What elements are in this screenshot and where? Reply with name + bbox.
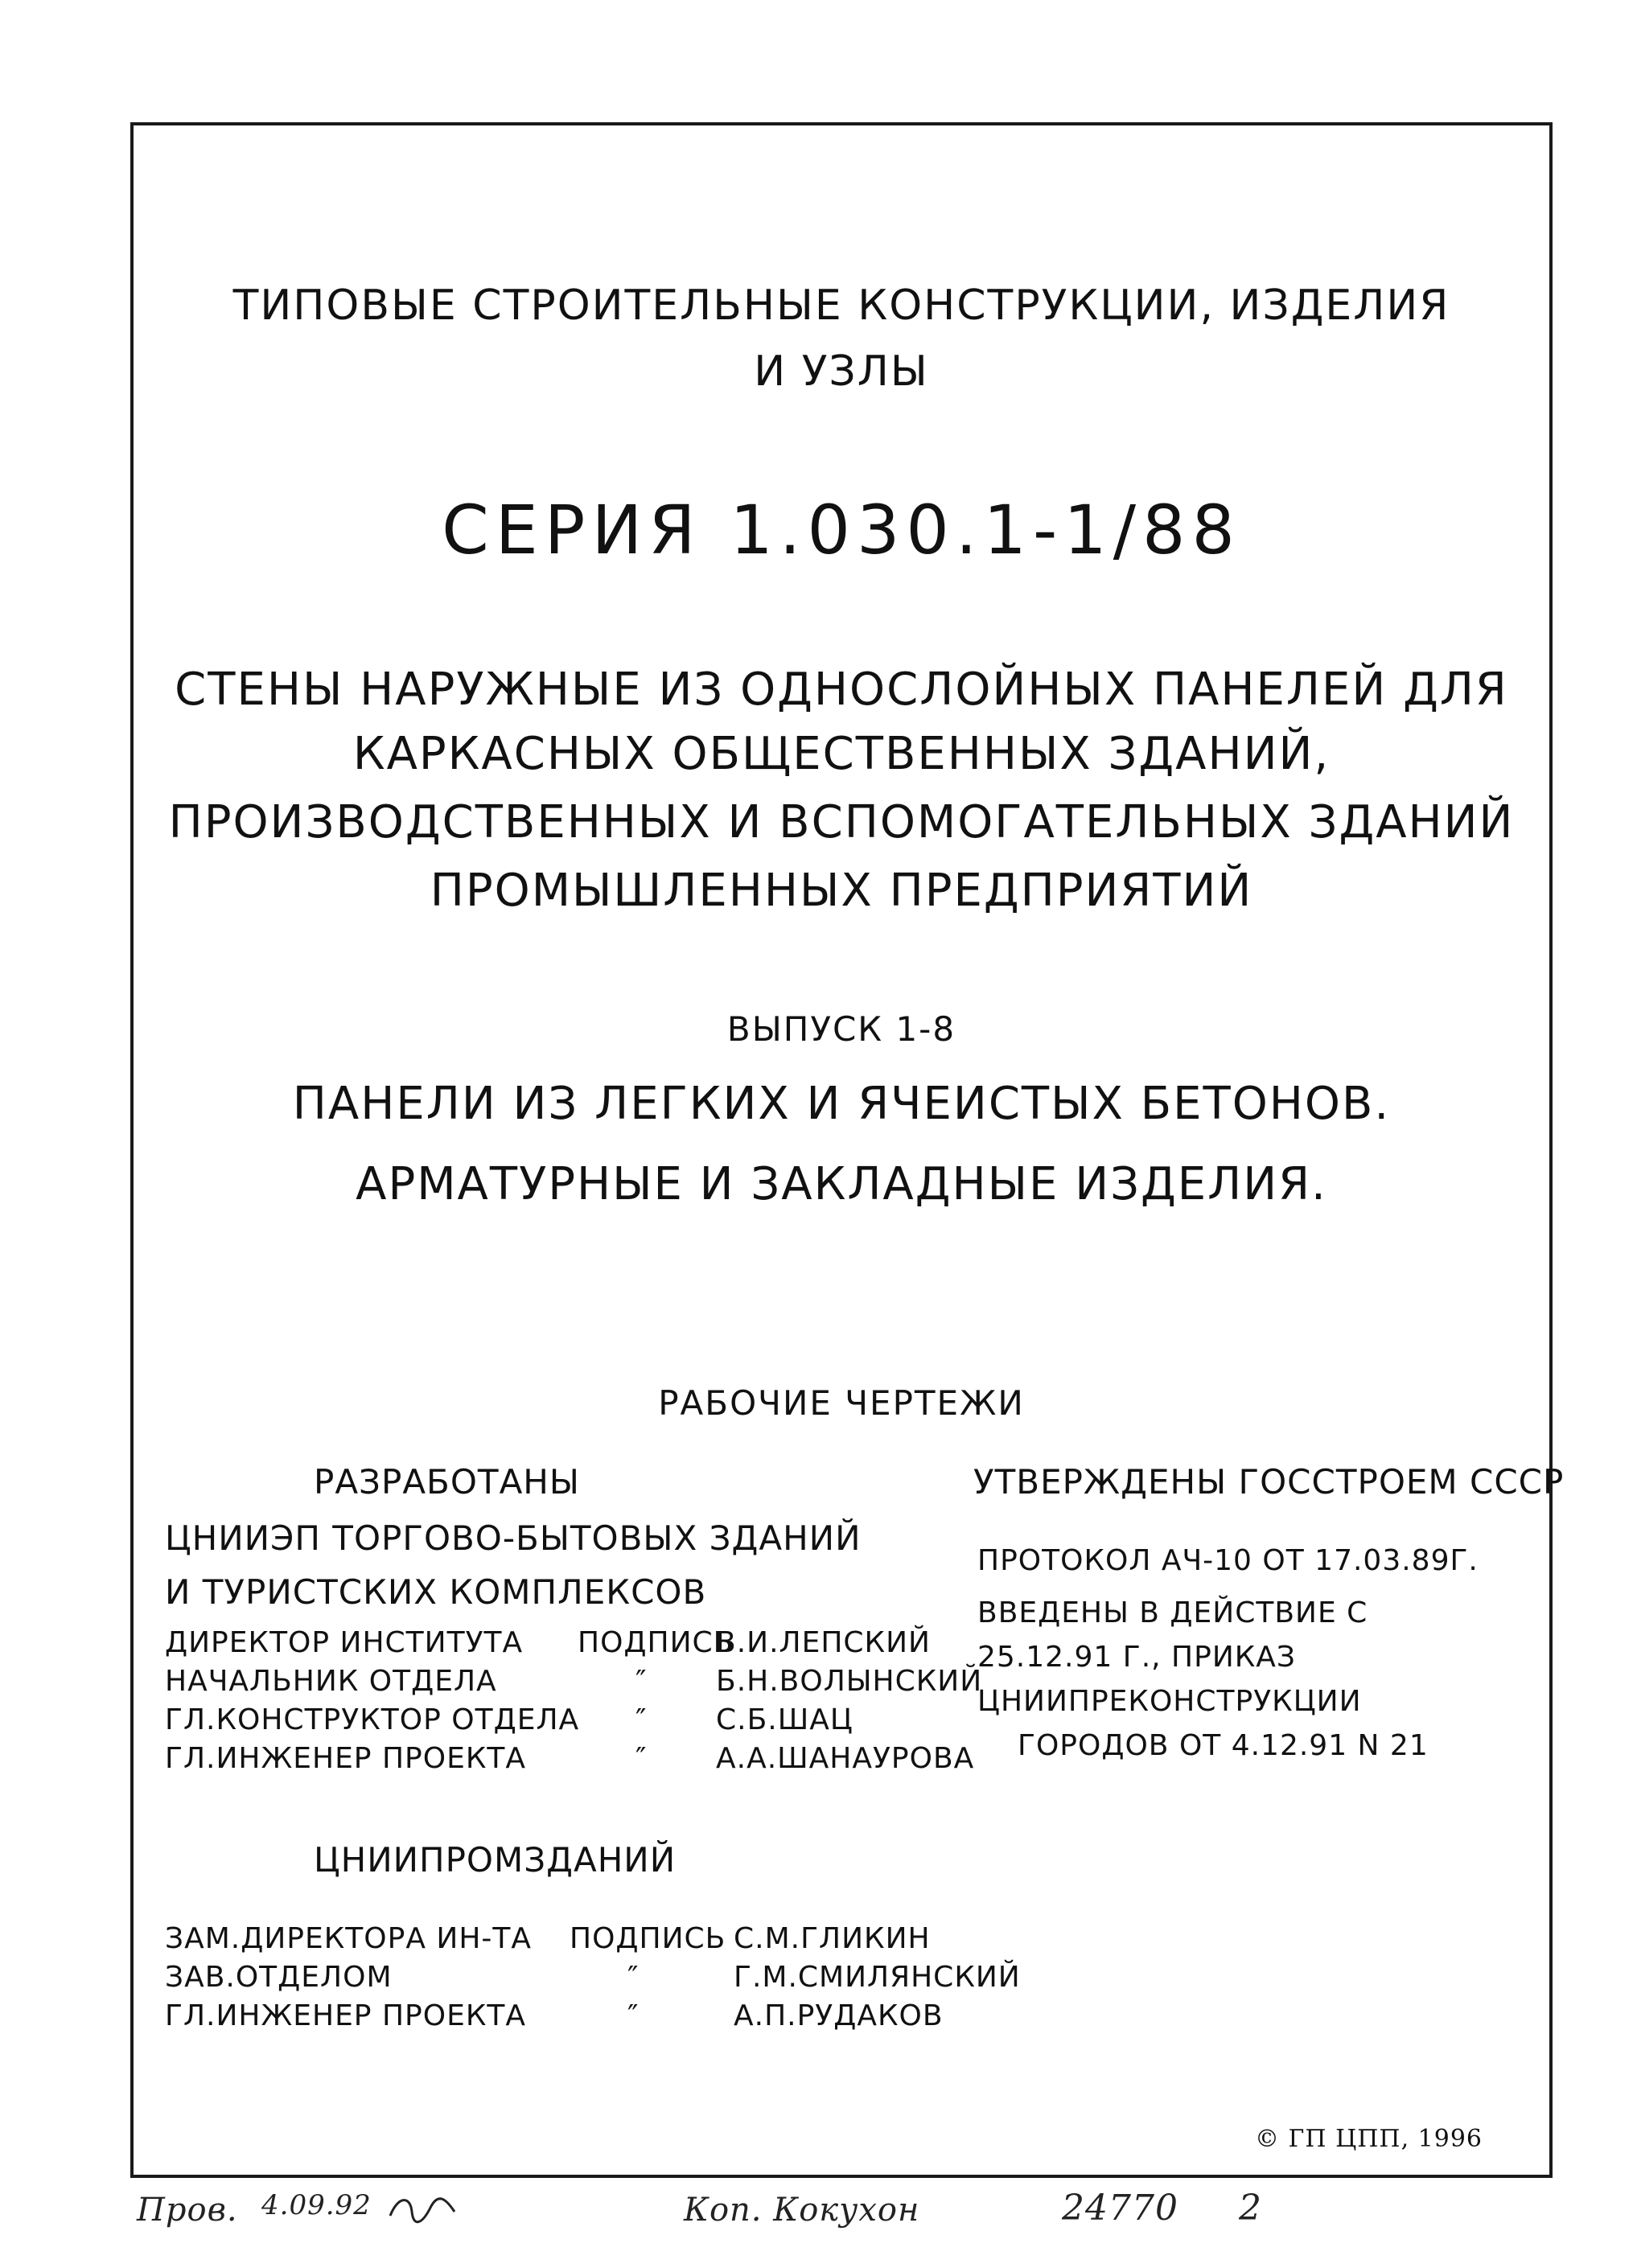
copyright-notice: © ГП ЦПП, 1996 (1255, 2125, 1483, 2153)
developed-sign-2: ″ (635, 1665, 648, 1698)
developed-sign-1: ПОДПИСЬ (578, 1626, 734, 1659)
approved-protocol: ПРОТОКОЛ АЧ-10 ОТ 17.03.89Г. (977, 1544, 1479, 1577)
developed-role-3: ГЛ.КОНСТРУКТОР ОТДЕЛА (165, 1703, 580, 1736)
developed-heading: РАЗРАБОТАНЫ (314, 1462, 580, 1502)
second-sign-1: ПОДПИСЬ (570, 1922, 726, 1955)
approved-intro-2: 25.12.91 Г., ПРИКАЗ (977, 1641, 1297, 1674)
developed-name-4: А.А.ШАНАУРОВА (716, 1742, 975, 1775)
second-name-1: С.М.ГЛИКИН (734, 1922, 931, 1955)
second-name-3: А.П.РУДАКОВ (734, 1999, 944, 2032)
page-number: 2 (1239, 2188, 1262, 2229)
second-role-3: ГЛ.ИНЖЕНЕР ПРОЕКТА (165, 1999, 526, 2032)
developed-org-line-2: И ТУРИСТСКИХ КОМПЛЕКСОВ (165, 1572, 707, 1612)
header-line-1: ТИПОВЫЕ СТРОИТЕЛЬНЫЕ КОНСТРУКЦИИ, ИЗДЕЛИЯ (232, 281, 1450, 330)
developed-sign-4: ″ (635, 1742, 648, 1775)
working-drawings-label: РАБОЧИЕ ЧЕРТЕЖИ (658, 1383, 1025, 1423)
document-number: 24770 (1062, 2188, 1178, 2229)
approved-intro-3: ЦНИИПРЕКОНСТРУКЦИИ (977, 1685, 1362, 1718)
approved-intro-1: ВВЕДЕНЫ В ДЕЙСТВИЕ С (977, 1596, 1368, 1629)
header-line-2: И УЗЛЫ (754, 347, 929, 396)
developed-name-2: Б.Н.ВОЛЫНСКИЙ (716, 1665, 983, 1698)
approved-intro-4: ГОРОДОВ ОТ 4.12.91 N 21 (1018, 1729, 1429, 1762)
second-sign-2: ″ (627, 1961, 640, 1994)
checked-label: Пров. (137, 2192, 238, 2229)
copied-note: Коп. Кокухон (684, 2192, 920, 2229)
second-org-heading: ЦНИИПРОМЗДАНИЙ (314, 1840, 677, 1880)
developed-name-1: В.И.ЛЕПСКИЙ (716, 1626, 931, 1659)
second-role-2: ЗАВ.ОТДЕЛОМ (165, 1961, 393, 1994)
developed-role-2: НАЧАЛЬНИК ОТДЕЛА (165, 1665, 497, 1698)
second-role-1: ЗАМ.ДИРЕКТОРА ИН-ТА (165, 1922, 532, 1955)
developed-sign-3: ″ (635, 1703, 648, 1736)
second-sign-3: ″ (627, 1999, 640, 2032)
subtitle-line-2: АРМАТУРНЫЕ И ЗАКЛАДНЫЕ ИЗДЕЛИЯ. (356, 1158, 1327, 1210)
checked-date: 4.09.92 (261, 2189, 372, 2221)
developed-role-1: ДИРЕКТОР ИНСТИТУТА (165, 1626, 524, 1659)
title-line-3: ПРОИЗВОДСТВЕННЫХ И ВСПОМОГАТЕЛЬНЫХ ЗДАНИЙ (168, 796, 1515, 848)
second-name-2: Г.М.СМИЛЯНСКИЙ (734, 1961, 1021, 1994)
title-line-1: СТЕНЫ НАРУЖНЫЕ ИЗ ОДНОСЛОЙНЫХ ПАНЕЛЕЙ ДЛЯ (175, 664, 1508, 716)
approved-heading: УТВЕРЖДЕНЫ ГОССТРОЕМ СССР (973, 1462, 1565, 1502)
developed-role-4: ГЛ.ИНЖЕНЕР ПРОЕКТА (165, 1742, 526, 1775)
title-line-4: ПРОМЫШЛЕННЫХ ПРЕДПРИЯТИЙ (430, 865, 1253, 917)
checker-signature (386, 2188, 459, 2228)
issue-number: ВЫПУСК 1-8 (726, 1009, 956, 1049)
developed-org-line-1: ЦНИИЭП ТОРГОВО-БЫТОВЫХ ЗДАНИЙ (165, 1518, 862, 1558)
subtitle-line-1: ПАНЕЛИ ИЗ ЛЕГКИХ И ЯЧЕИСТЫХ БЕТОНОВ. (292, 1078, 1391, 1130)
developed-name-3: С.Б.ШАЦ (716, 1703, 853, 1736)
title-line-2: КАРКАСНЫХ ОБЩЕСТВЕННЫХ ЗДАНИЙ, (352, 728, 1331, 780)
series-title: СЕРИЯ 1.030.1-1/88 (442, 491, 1241, 569)
